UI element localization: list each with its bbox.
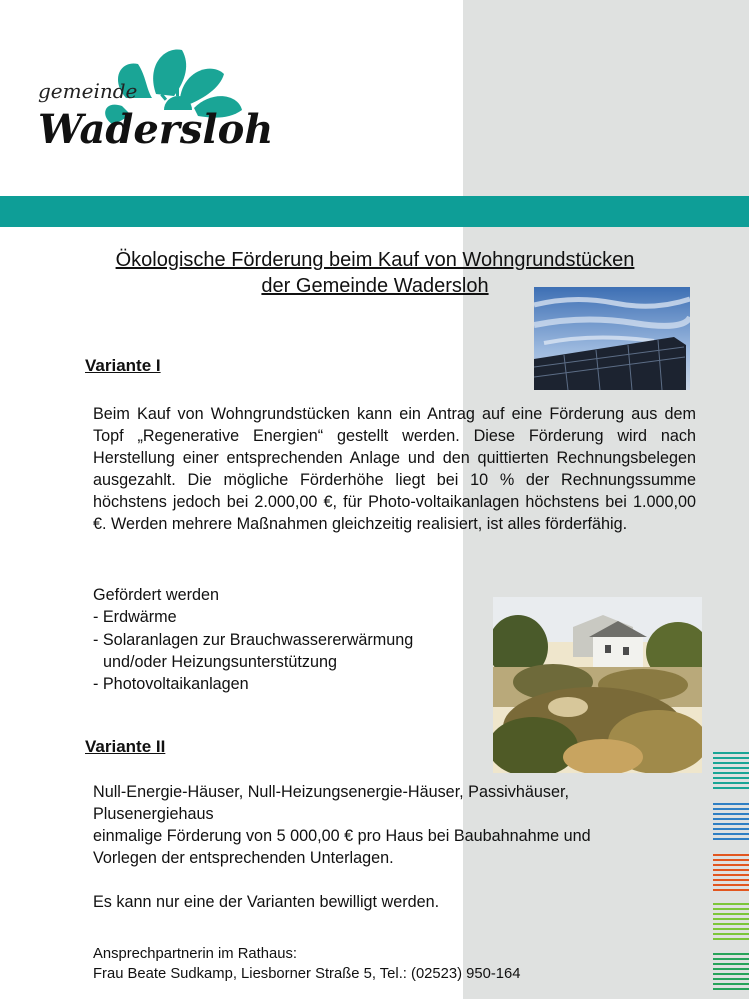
contact-details: Frau Beate Sudkamp, Liesborner Straße 5, Tel.: (02523) 950-164 xyxy=(93,966,521,982)
stripe-decoration xyxy=(713,953,749,993)
variante-2-line: Vorlegen der entsprechenden Unterlagen. xyxy=(93,849,394,867)
title-line-2: der Gemeinde Wadersloh xyxy=(261,275,489,297)
list-item: - Solaranlagen zur Brauchwassererwärmung xyxy=(93,630,414,649)
variante-2-line: einmalige Förderung von 5 000,00 € pro Haus bei Baubahnahme und xyxy=(93,827,591,845)
list-item: und/oder Heizungsunterstützung xyxy=(103,652,337,671)
variante-2-line: Plusenergiehaus xyxy=(93,805,214,823)
house-painting-image xyxy=(493,597,702,773)
stripe-decoration xyxy=(713,903,749,943)
logo-prefix: gemeinde xyxy=(38,79,138,103)
variante-2-line: Null-Energie-Häuser, Null-Heizungsenergie-Häuser, Passivhäuser, xyxy=(93,783,569,801)
sun-flower-logo-icon xyxy=(34,40,284,155)
note-text: Es kann nur eine der Varianten bewilligt werden. xyxy=(93,893,440,911)
list-item: - Erdwärme xyxy=(93,608,177,627)
logo-name: Wadersloh xyxy=(38,106,274,153)
funded-measures-list xyxy=(93,584,413,695)
variante-2-text xyxy=(93,781,653,869)
gemeinde-wadersloh-logo xyxy=(34,40,284,155)
variante-1-text: Beim Kauf von Wohngrundstücken kann ein Antrag auf eine Förderung aus dem Topf „Regenerative Energien“ gestellt werden. Diese Förderung wird nach Herstellung einer entsprechenden Anlage und den quittierten Rechnungsbelegen ausgezahlt. Die mögliche Förderhöhe liegt bei 10 % der Rechnungssumme höchstens jedoch bei 2.000,00 €, für Photo-voltaikanlagen höchstens bei 1.000,00 €. Werden mehrere Maßnahmen gleichzeitig realisiert, ist alles förderfähig. xyxy=(93,405,696,533)
solar-panel-photo xyxy=(534,287,690,390)
list-item: - Photovoltaikanlagen xyxy=(93,675,249,694)
header-band xyxy=(0,196,749,227)
stripe-decoration xyxy=(713,803,749,843)
contact-label: Ansprechpartnerin im Rathaus: xyxy=(93,946,297,962)
title-line-1: Ökologische Förderung beim Kauf von Wohngrundstücken xyxy=(115,249,635,271)
variante-2-heading: Variante II xyxy=(85,737,166,756)
stripe-decoration xyxy=(713,854,749,894)
stripe-decoration xyxy=(713,752,749,792)
variante-1-heading: Variante I xyxy=(85,356,161,375)
contact-block xyxy=(93,944,520,984)
funded-intro: Gefördert werden xyxy=(93,586,219,604)
